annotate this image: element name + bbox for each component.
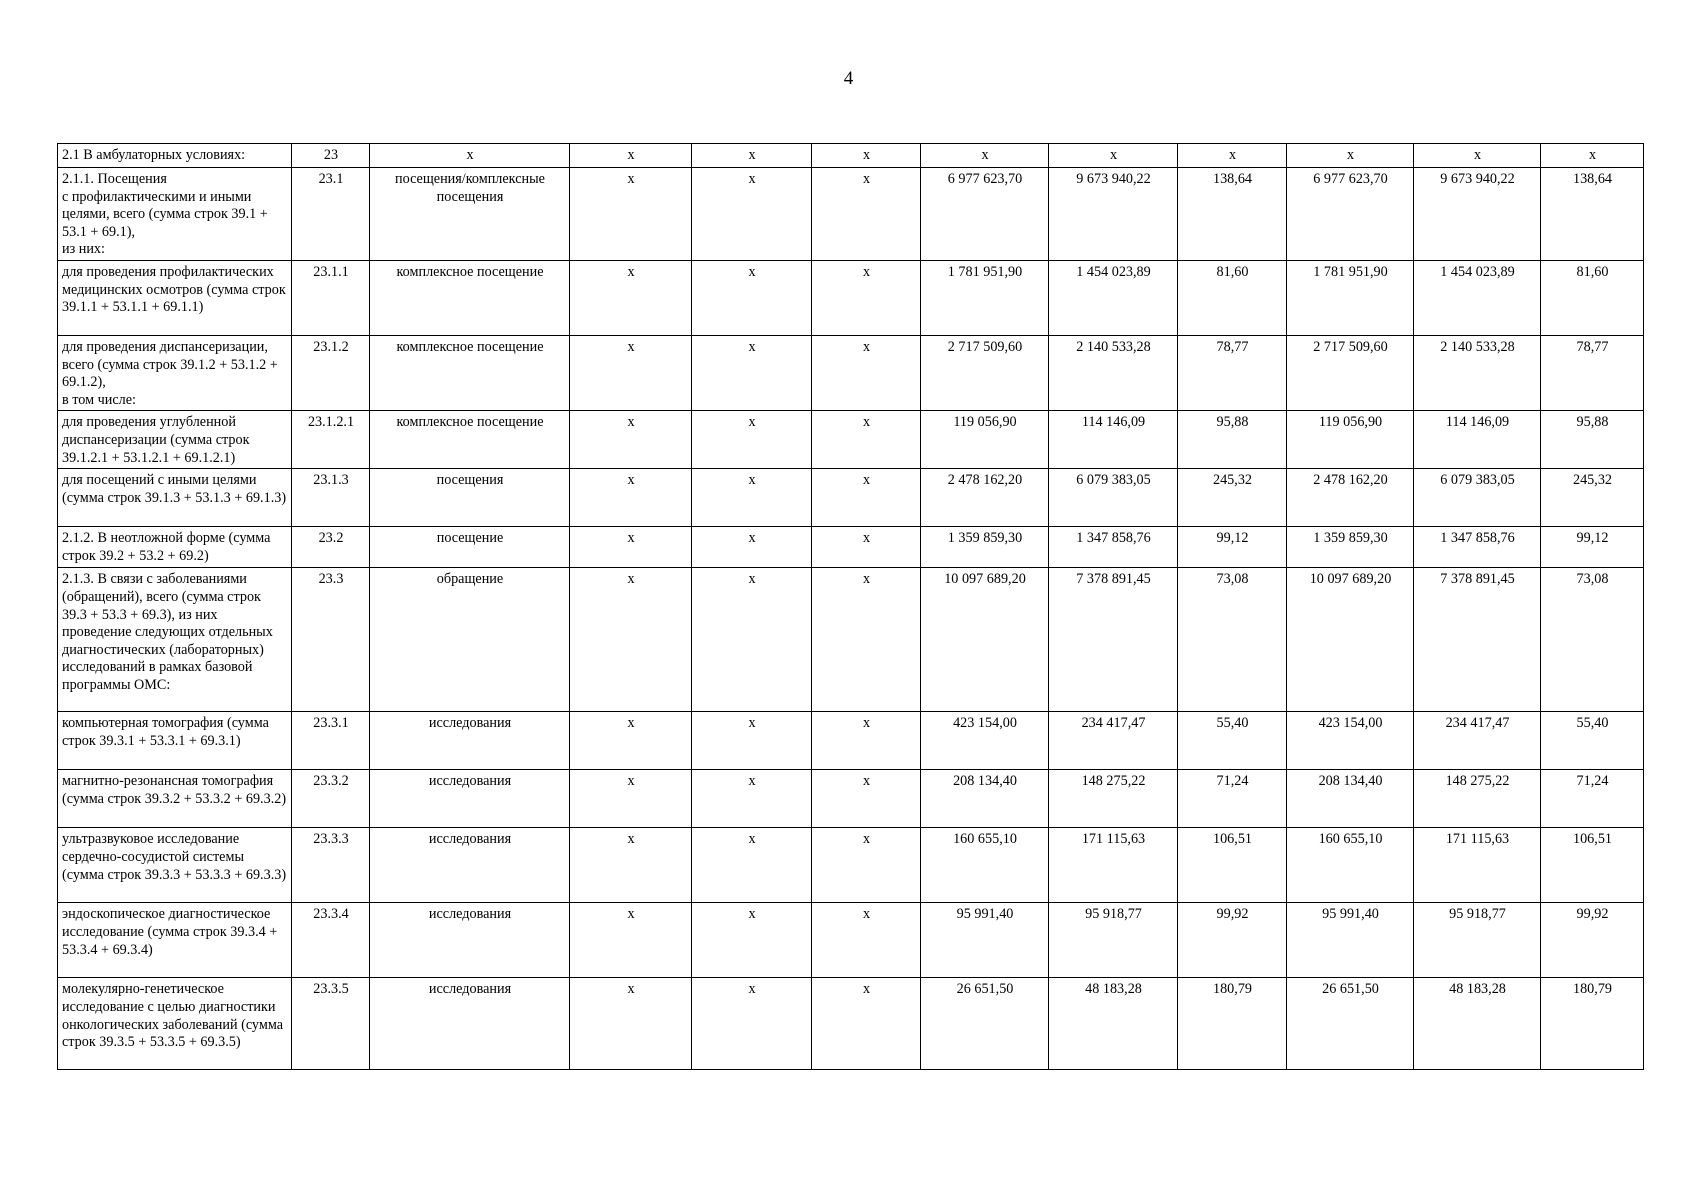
table-row xyxy=(58,260,1644,335)
table-row xyxy=(58,527,1644,568)
unit-cell: комплексное посещение xyxy=(370,335,570,410)
row-code-cell: 23.1.3 xyxy=(292,469,370,527)
table-row xyxy=(58,568,1644,712)
value-cell: 48 183,28 xyxy=(1049,978,1178,1070)
marker-cell: х xyxy=(692,168,812,261)
table-row xyxy=(58,978,1644,1070)
marker-cell: х xyxy=(692,978,812,1070)
value-cell: х xyxy=(1287,144,1414,168)
marker-cell: х xyxy=(692,469,812,527)
medical-care-volume-table xyxy=(57,143,1644,1070)
value-cell: 1 454 023,89 xyxy=(1049,260,1178,335)
marker-cell: х xyxy=(812,144,921,168)
value-cell: 1 454 023,89 xyxy=(1414,260,1541,335)
value-cell: 10 097 689,20 xyxy=(921,568,1049,712)
marker-cell: х xyxy=(692,144,812,168)
value-cell: 6 079 383,05 xyxy=(1049,469,1178,527)
value-cell: х xyxy=(921,144,1049,168)
row-code-cell: 23.2 xyxy=(292,527,370,568)
value-cell: 1 347 858,76 xyxy=(1414,527,1541,568)
value-cell: 10 097 689,20 xyxy=(1287,568,1414,712)
value-cell: 180,79 xyxy=(1541,978,1644,1070)
value-cell: х xyxy=(1049,144,1178,168)
value-cell: 81,60 xyxy=(1178,260,1287,335)
value-cell: 106,51 xyxy=(1178,828,1287,903)
marker-cell: х xyxy=(570,903,692,978)
value-cell: 2 717 509,60 xyxy=(1287,335,1414,410)
value-cell: 73,08 xyxy=(1541,568,1644,712)
value-cell: 81,60 xyxy=(1541,260,1644,335)
value-cell: 160 655,10 xyxy=(921,828,1049,903)
value-cell: 99,12 xyxy=(1541,527,1644,568)
value-cell: 114 146,09 xyxy=(1414,411,1541,469)
value-cell: 6 079 383,05 xyxy=(1414,469,1541,527)
marker-cell: х xyxy=(692,568,812,712)
marker-cell: х xyxy=(692,770,812,828)
table-row xyxy=(58,168,1644,261)
unit-cell: посещение xyxy=(370,527,570,568)
marker-cell: х xyxy=(812,903,921,978)
value-cell: 2 717 509,60 xyxy=(921,335,1049,410)
unit-cell: исследования xyxy=(370,903,570,978)
value-cell: 95,88 xyxy=(1541,411,1644,469)
value-cell: 1 359 859,30 xyxy=(1287,527,1414,568)
marker-cell: х xyxy=(812,568,921,712)
row-code-cell: 23.3 xyxy=(292,568,370,712)
value-cell: 9 673 940,22 xyxy=(1049,168,1178,261)
value-cell: 119 056,90 xyxy=(921,411,1049,469)
marker-cell: х xyxy=(692,712,812,770)
table-row xyxy=(58,828,1644,903)
value-cell: 208 134,40 xyxy=(1287,770,1414,828)
unit-cell: посещения/комплексные посещения xyxy=(370,168,570,261)
marker-cell: х xyxy=(570,568,692,712)
marker-cell: х xyxy=(570,978,692,1070)
value-cell: 26 651,50 xyxy=(921,978,1049,1070)
table-row xyxy=(58,712,1644,770)
value-cell: х xyxy=(1178,144,1287,168)
table-row xyxy=(58,903,1644,978)
marker-cell: х xyxy=(570,335,692,410)
value-cell: 71,24 xyxy=(1178,770,1287,828)
value-cell: 1 359 859,30 xyxy=(921,527,1049,568)
row-name-cell: магнитно-резонансная томография (сумма строк 39.3.2 + 53.3.2 + 69.3.2) xyxy=(58,770,292,828)
page-number: 4 xyxy=(843,68,854,89)
row-name-cell: эндоскопическое диагностическое исследование (сумма строк 39.3.4 + 53.3.4 + 69.3.4) xyxy=(58,903,292,978)
value-cell: 26 651,50 xyxy=(1287,978,1414,1070)
row-name-cell: для проведения углубленной диспансеризации (сумма строк 39.1.2.1 + 53.1.2.1 + 69.1.2.1) xyxy=(58,411,292,469)
value-cell: 95 918,77 xyxy=(1414,903,1541,978)
value-cell: 7 378 891,45 xyxy=(1414,568,1541,712)
table-row xyxy=(58,144,1644,168)
marker-cell: х xyxy=(570,527,692,568)
value-cell: 1 781 951,90 xyxy=(921,260,1049,335)
row-code-cell: 23.3.2 xyxy=(292,770,370,828)
value-cell: 114 146,09 xyxy=(1049,411,1178,469)
value-cell: 148 275,22 xyxy=(1049,770,1178,828)
marker-cell: х xyxy=(812,828,921,903)
value-cell: х xyxy=(1414,144,1541,168)
unit-cell: исследования xyxy=(370,978,570,1070)
row-name-cell: 2.1.2. В неотложной форме (сумма строк 39.2 + 53.2 + 69.2) xyxy=(58,527,292,568)
value-cell: 171 115,63 xyxy=(1049,828,1178,903)
value-cell: 245,32 xyxy=(1178,469,1287,527)
value-cell: 2 140 533,28 xyxy=(1049,335,1178,410)
row-code-cell: 23.3.5 xyxy=(292,978,370,1070)
row-name-cell: 2.1 В амбулаторных условиях: xyxy=(58,144,292,168)
value-cell: 7 378 891,45 xyxy=(1049,568,1178,712)
value-cell: 119 056,90 xyxy=(1287,411,1414,469)
value-cell: 423 154,00 xyxy=(1287,712,1414,770)
value-cell: 234 417,47 xyxy=(1414,712,1541,770)
row-name-cell: ультразвуковое исследование сердечно-сосудистой системы (сумма строк 39.3.3 + 53.3.3 + 69.3.3) xyxy=(58,828,292,903)
row-code-cell: 23 xyxy=(292,144,370,168)
value-cell: 71,24 xyxy=(1541,770,1644,828)
value-cell: 2 140 533,28 xyxy=(1414,335,1541,410)
marker-cell: х xyxy=(570,260,692,335)
value-cell: 95 918,77 xyxy=(1049,903,1178,978)
value-cell: 78,77 xyxy=(1541,335,1644,410)
marker-cell: х xyxy=(812,527,921,568)
value-cell: 160 655,10 xyxy=(1287,828,1414,903)
marker-cell: х xyxy=(692,903,812,978)
value-cell: 423 154,00 xyxy=(921,712,1049,770)
value-cell: 106,51 xyxy=(1541,828,1644,903)
row-code-cell: 23.1 xyxy=(292,168,370,261)
row-name-cell: молекулярно-генетическое исследование с целью диагностики онкологических заболеваний (сумма строк 39.3.5 + 53.3.5 + 69.3.5) xyxy=(58,978,292,1070)
unit-cell: исследования xyxy=(370,712,570,770)
row-name-cell: компьютерная томография (сумма строк 39.3.1 + 53.3.1 + 69.3.1) xyxy=(58,712,292,770)
row-code-cell: 23.3.1 xyxy=(292,712,370,770)
value-cell: 95 991,40 xyxy=(1287,903,1414,978)
row-code-cell: 23.1.2 xyxy=(292,335,370,410)
value-cell: 208 134,40 xyxy=(921,770,1049,828)
marker-cell: х xyxy=(812,260,921,335)
unit-cell: посещения xyxy=(370,469,570,527)
value-cell: 6 977 623,70 xyxy=(921,168,1049,261)
value-cell: 6 977 623,70 xyxy=(1287,168,1414,261)
marker-cell: х xyxy=(692,828,812,903)
marker-cell: х xyxy=(692,411,812,469)
value-cell: 95,88 xyxy=(1178,411,1287,469)
value-cell: 148 275,22 xyxy=(1414,770,1541,828)
row-name-cell: для посещений с иными целями (сумма строк 39.1.3 + 53.1.3 + 69.1.3) xyxy=(58,469,292,527)
unit-cell: комплексное посещение xyxy=(370,260,570,335)
marker-cell: х xyxy=(570,712,692,770)
marker-cell: х xyxy=(812,469,921,527)
table-row xyxy=(58,469,1644,527)
row-name-cell: 2.1.1. Посещения с профилактическими и иными целями, всего (сумма строк 39.1 + 53.1 + 69.1), из них: xyxy=(58,168,292,261)
value-cell: 1 347 858,76 xyxy=(1049,527,1178,568)
marker-cell: х xyxy=(570,770,692,828)
marker-cell: х xyxy=(570,828,692,903)
value-cell: 138,64 xyxy=(1178,168,1287,261)
marker-cell: х xyxy=(812,168,921,261)
value-cell: 2 478 162,20 xyxy=(1287,469,1414,527)
value-cell: 78,77 xyxy=(1178,335,1287,410)
value-cell: 9 673 940,22 xyxy=(1414,168,1541,261)
marker-cell: х xyxy=(812,411,921,469)
value-cell: 1 781 951,90 xyxy=(1287,260,1414,335)
value-cell: 99,92 xyxy=(1178,903,1287,978)
marker-cell: х xyxy=(812,712,921,770)
value-cell: 55,40 xyxy=(1178,712,1287,770)
unit-cell: х xyxy=(370,144,570,168)
marker-cell: х xyxy=(570,411,692,469)
row-code-cell: 23.3.3 xyxy=(292,828,370,903)
value-cell: 55,40 xyxy=(1541,712,1644,770)
row-name-cell: для проведения профилактических медицинских осмотров (сумма строк 39.1.1 + 53.1.1 + 69.1.1) xyxy=(58,260,292,335)
value-cell: х xyxy=(1541,144,1644,168)
marker-cell: х xyxy=(570,168,692,261)
row-name-cell: 2.1.3. В связи с заболеваниями (обращений), всего (сумма строк 39.3 + 53.3 + 69.3), из них проведение следующих отдельных диагностических (лабораторных) исследований в рамках базовой программы ОМС: xyxy=(58,568,292,712)
value-cell: 48 183,28 xyxy=(1414,978,1541,1070)
marker-cell: х xyxy=(692,335,812,410)
value-cell: 171 115,63 xyxy=(1414,828,1541,903)
value-cell: 245,32 xyxy=(1541,469,1644,527)
marker-cell: х xyxy=(692,527,812,568)
value-cell: 234 417,47 xyxy=(1049,712,1178,770)
table-row xyxy=(58,411,1644,469)
value-cell: 180,79 xyxy=(1178,978,1287,1070)
row-code-cell: 23.1.1 xyxy=(292,260,370,335)
value-cell: 2 478 162,20 xyxy=(921,469,1049,527)
marker-cell: х xyxy=(570,469,692,527)
table-row xyxy=(58,770,1644,828)
value-cell: 99,12 xyxy=(1178,527,1287,568)
table-body xyxy=(58,144,1644,1070)
unit-cell: исследования xyxy=(370,770,570,828)
unit-cell: исследования xyxy=(370,828,570,903)
marker-cell: х xyxy=(812,770,921,828)
value-cell: 95 991,40 xyxy=(921,903,1049,978)
marker-cell: х xyxy=(812,978,921,1070)
unit-cell: обращение xyxy=(370,568,570,712)
table-row xyxy=(58,335,1644,410)
marker-cell: х xyxy=(812,335,921,410)
value-cell: 73,08 xyxy=(1178,568,1287,712)
unit-cell: комплексное посещение xyxy=(370,411,570,469)
row-code-cell: 23.1.2.1 xyxy=(292,411,370,469)
value-cell: 138,64 xyxy=(1541,168,1644,261)
row-name-cell: для проведения диспансеризации, всего (сумма строк 39.1.2 + 53.1.2 + 69.1.2), в том числе: xyxy=(58,335,292,410)
value-cell: 99,92 xyxy=(1541,903,1644,978)
marker-cell: х xyxy=(692,260,812,335)
row-code-cell: 23.3.4 xyxy=(292,903,370,978)
marker-cell: х xyxy=(570,144,692,168)
